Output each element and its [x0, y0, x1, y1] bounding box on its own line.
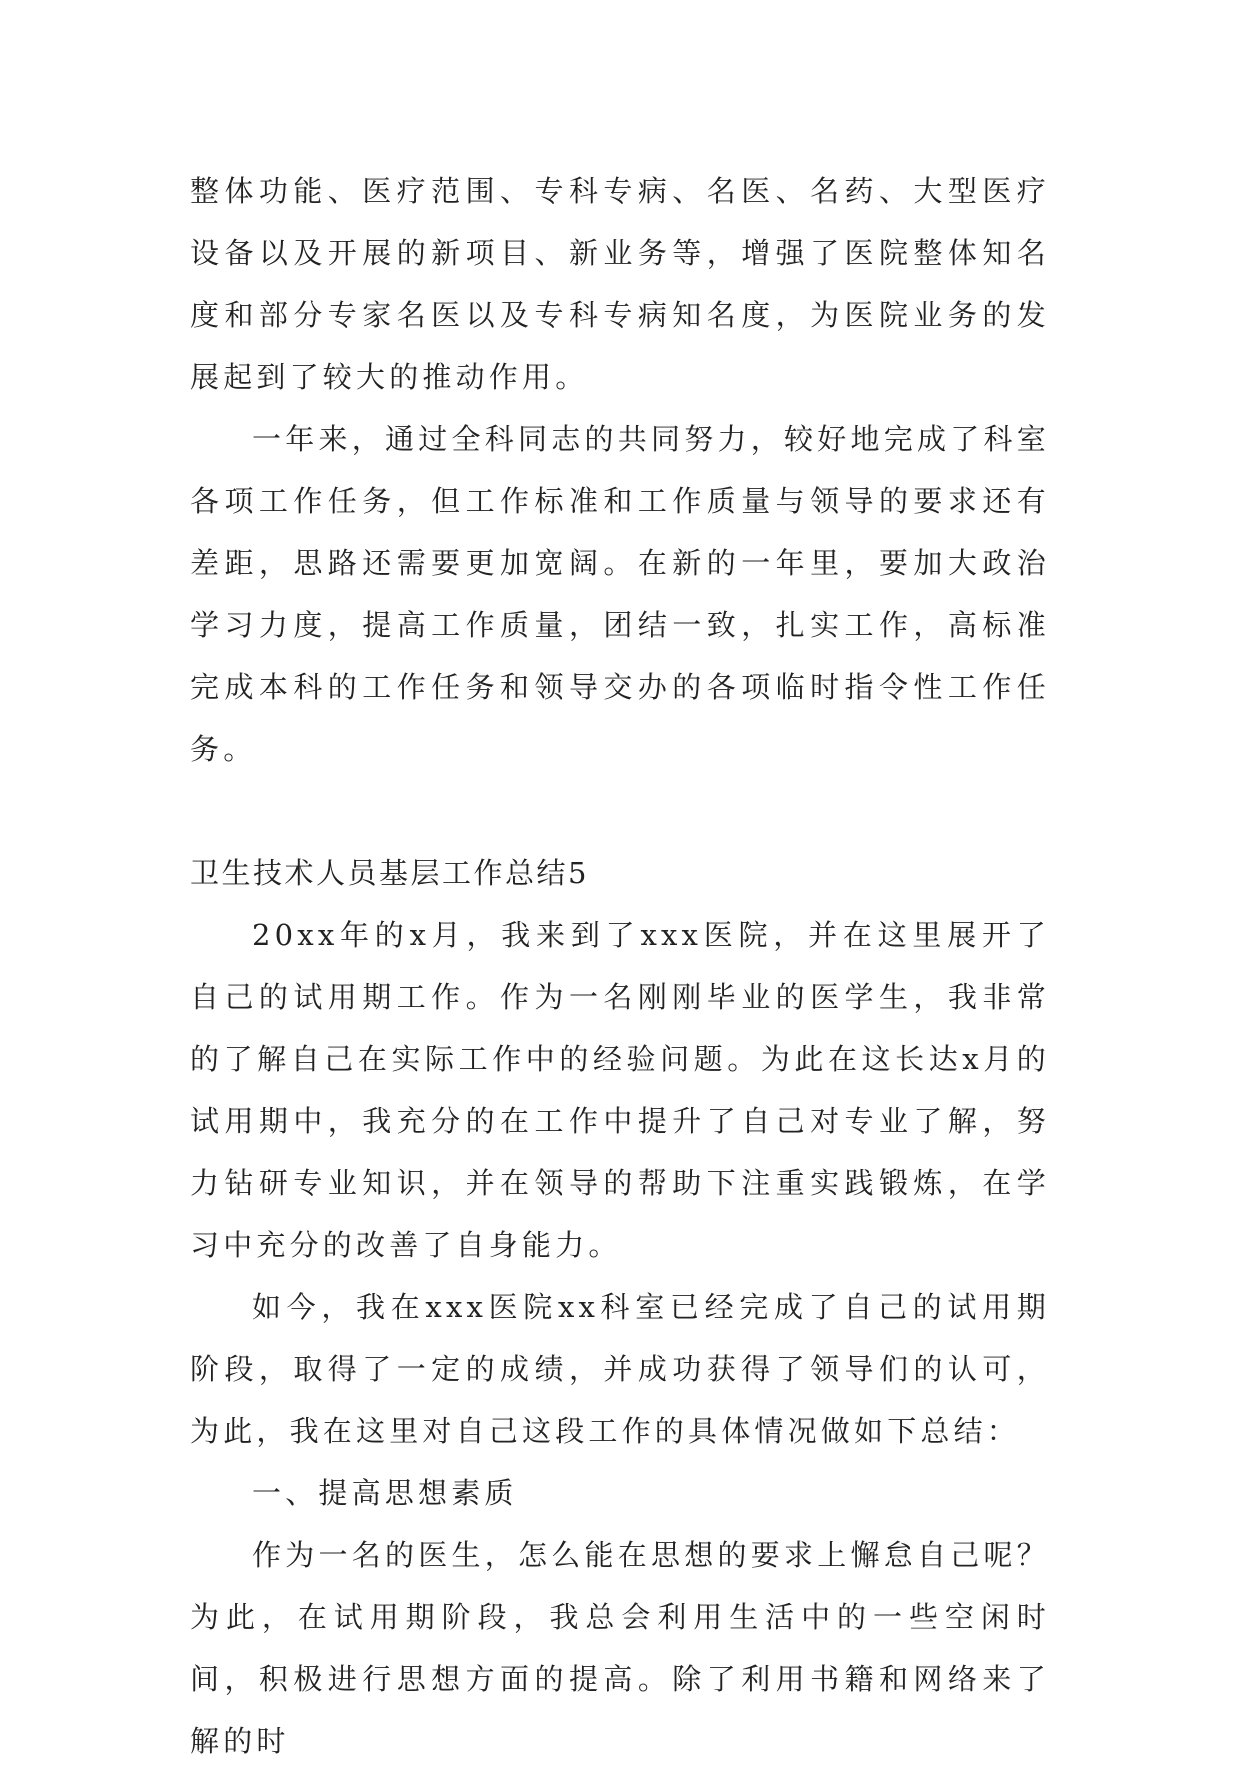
paragraph-summary: 一年来，通过全科同志的共同努力，较好地完成了科室各项工作任务，但工作标准和工作质量与领导的要求还有差距，思路还需要更加宽阔。在新的一年里，要加大政治学习力度，提高工作质量，团结一致，扎实工作，高标准完成本科的工作任务和领导交办的各项临时指令性工作任务。	[190, 422, 1050, 766]
paragraph-intro: 20xx年的x月，我来到了xxx医院，并在这里展开了自己的试用期工作。作为一名刚刚毕业的医学生，我非常的了解自己在实际工作中的经验问题。为此在这长达x月的试用期中，我充分的在工作中提升了自己对专业了解，努力钻研专业知识，并在领导的帮助下注重实践锻炼，在学习中充分的改善了自身能力。	[190, 918, 1050, 1262]
section-title: 卫生技术人员基层工作总结5	[190, 856, 589, 890]
paragraph-status: 如今，我在xxx医院xx科室已经完成了自己的试用期阶段，取得了一定的成绩，并成功获得了领导们的认可，为此，我在这里对自己这段工作的具体情况做如下总结：	[190, 1290, 1050, 1448]
document-body	[190, 160, 1050, 1772]
subheading-thought-quality: 一、提高思想素质	[252, 1476, 518, 1510]
paragraph-continuation: 整体功能、医疗范围、专科专病、名医、名药、大型医疗设备以及开展的新项目、新业务等，增强了医院整体知名度和部分专家名医以及专科专病知名度，为医院业务的发展起到了较大的推动作用。	[190, 174, 1050, 394]
paragraph-thought-quality: 作为一名的医生，怎么能在思想的要求上懈怠自己呢？为此，在试用期阶段，我总会利用生活中的一些空闲时间，积极进行思想方面的提高。除了利用书籍和网络来了解的时	[190, 1538, 1050, 1758]
